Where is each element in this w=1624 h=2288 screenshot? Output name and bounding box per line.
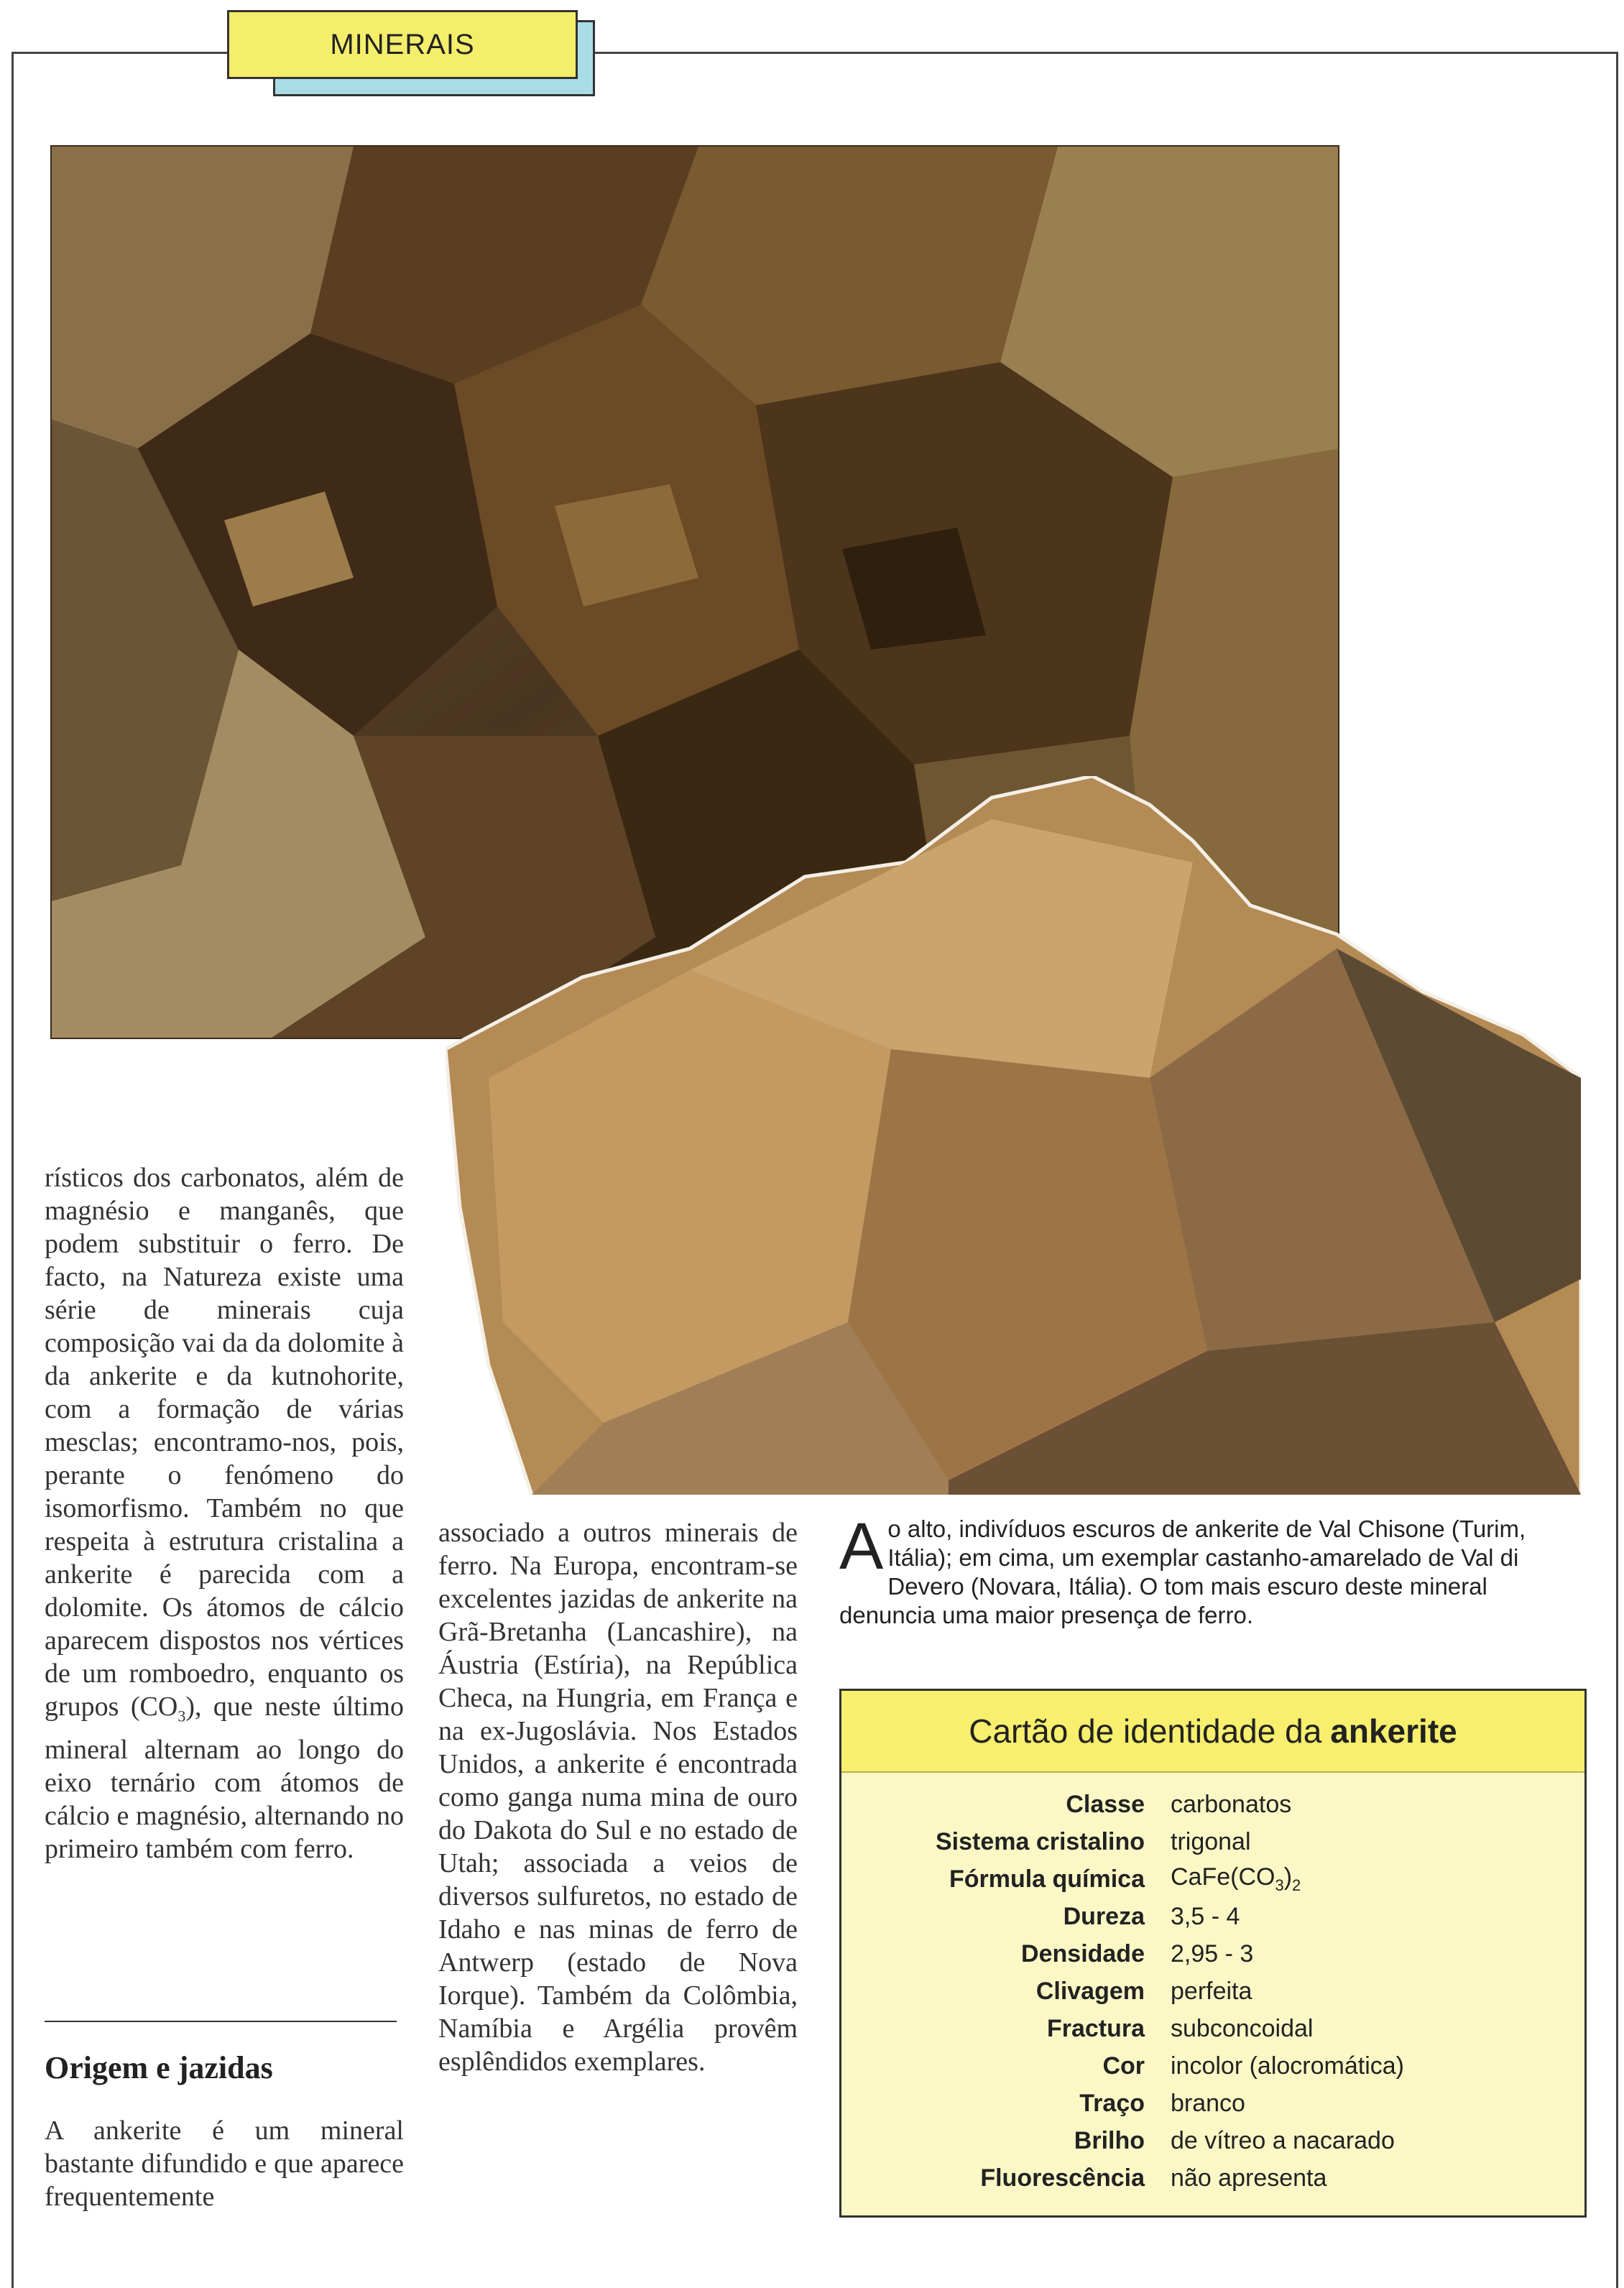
card-row-key: Fluorescência — [980, 2164, 1145, 2192]
page-frame-right — [1616, 52, 1618, 2288]
card-row-value: 2,95 - 3 — [1171, 1939, 1254, 1968]
body-text-column-1-part: rísticos dos carbonatos, além de magnésio e manganês, que podem substituir o ferro. De facto, na Natureza existe uma série de minerais cuja composição vai da da dolomite à da ankerite e da kutnohorite, com a formação de várias mesclas; encontramo-nos, pois, perante o fenómeno do isomorfismo. Também no que respeita à estrutura cristalina a ankerite é parecida com a dolomite. Os átomos de cálcio aparecem dispostos nos vértices de um romboedro, enquanto os grupos (CO — [45, 1163, 404, 1722]
page-frame-left — [11, 52, 14, 2288]
card-row-value-formula — [1171, 1863, 1584, 1895]
photo-ankerite-yellow-brown-specimen — [446, 776, 1581, 1495]
card-row — [841, 2122, 1584, 2159]
card-row — [841, 1860, 1584, 1898]
card-row-key: Traço — [1079, 2089, 1145, 2117]
caption-dropcap: A — [839, 1510, 884, 1583]
card-row — [841, 2159, 1584, 2197]
body-text-column-1 — [45, 1161, 404, 1865]
card-row-key: Classe — [1066, 1790, 1145, 1818]
section-heading: Origem e jazidas — [45, 2050, 273, 2085]
card-row — [841, 1898, 1584, 1935]
card-row-value: perfeita — [1171, 1977, 1252, 2005]
body-text-column-1-tail: ), que neste último mineral alternam ao longo do eixo ternário com átomos de cálcio e magnésio, alternando no primeiro também com ferro. — [45, 1692, 404, 1864]
card-row-key: Dureza — [1063, 1902, 1145, 1930]
card-row-value: subconcoidal — [1171, 2014, 1314, 2042]
formula-subscript-2: 2 — [1292, 1876, 1301, 1894]
section-tab: MINERAIS — [227, 10, 578, 79]
card-row — [841, 2047, 1584, 2085]
formula-subscript: 3 — [1275, 1876, 1284, 1894]
card-row-key: Fractura — [1046, 2014, 1145, 2042]
card-row — [841, 1973, 1584, 2010]
card-row — [841, 2085, 1584, 2122]
card-row-key: Cor — [1102, 2052, 1145, 2080]
subscript: 3 — [177, 1707, 186, 1725]
photo-caption — [839, 1510, 1565, 1630]
card-row-value: trigonal — [1171, 1827, 1251, 1855]
caption-text: o alto, indivíduos escuros de ankerite de Val Chisone (Turim, Itália); em cima, um exemplar castanho-amarelado de Val di Devero (Novara, Itália). O tom mais escuro deste mineral denuncia uma maior presença de ferro. — [839, 1516, 1526, 1628]
identity-card-rows — [841, 1773, 1584, 2197]
card-row-value: não apresenta — [1171, 2164, 1327, 2192]
card-row-key: Brilho — [1074, 2126, 1145, 2154]
body-text-column-2: associado a outros minerais de ferro. Na Europa, encontram-se excelentes jazidas de ankerite na Grã-Bretanha (Lancashire), na Áustria (Estíria), na República Checa, na Hungria, em França e na ex-Jugoslávia. Nos Estados Unidos, a ankerite é encontrada como ganga numa mina de ouro do Dakota do Sul e no estado de Utah; associada a veios de diversos sulfuretos, no estado de Idaho e nas minas de ferro de Antwerp (estado de Nova Iorque). Também da Colômbia, Namíbia e Argélia provêm esplêndidos exemplares. — [438, 1518, 798, 2077]
card-row-key: Densidade — [1021, 1939, 1145, 1968]
card-row-key: Sistema cristalino — [935, 1827, 1145, 1855]
formula-tail: ) — [1283, 1863, 1293, 1891]
body-text-column-1-bottom: A ankerite é um mineral bastante difundido e que aparece frequentemente — [45, 2116, 404, 2212]
section-divider — [45, 2021, 397, 2022]
card-row — [841, 1823, 1584, 1860]
card-row-value: carbonatos — [1171, 1790, 1292, 1818]
card-row-value: de vítreo a nacarado — [1171, 2126, 1395, 2154]
card-row-key: Fórmula química — [949, 1865, 1145, 1893]
card-row-value: 3,5 - 4 — [1171, 1902, 1240, 1930]
identity-card-title — [841, 1691, 1584, 1773]
card-row-value: incolor (alocromática) — [1171, 2052, 1404, 2080]
identity-card — [839, 1689, 1587, 2218]
formula-part: CaFe(CO — [1171, 1863, 1275, 1891]
identity-card-title-mineral: ankerite — [1330, 1712, 1457, 1750]
card-row-key: Clivagem — [1035, 1977, 1145, 2005]
card-row — [841, 2010, 1584, 2047]
card-row — [841, 1786, 1584, 1823]
card-row-value: branco — [1171, 2089, 1245, 2117]
identity-card-title-text: Cartão de identidade da — [969, 1712, 1322, 1750]
card-row — [841, 1935, 1584, 1973]
